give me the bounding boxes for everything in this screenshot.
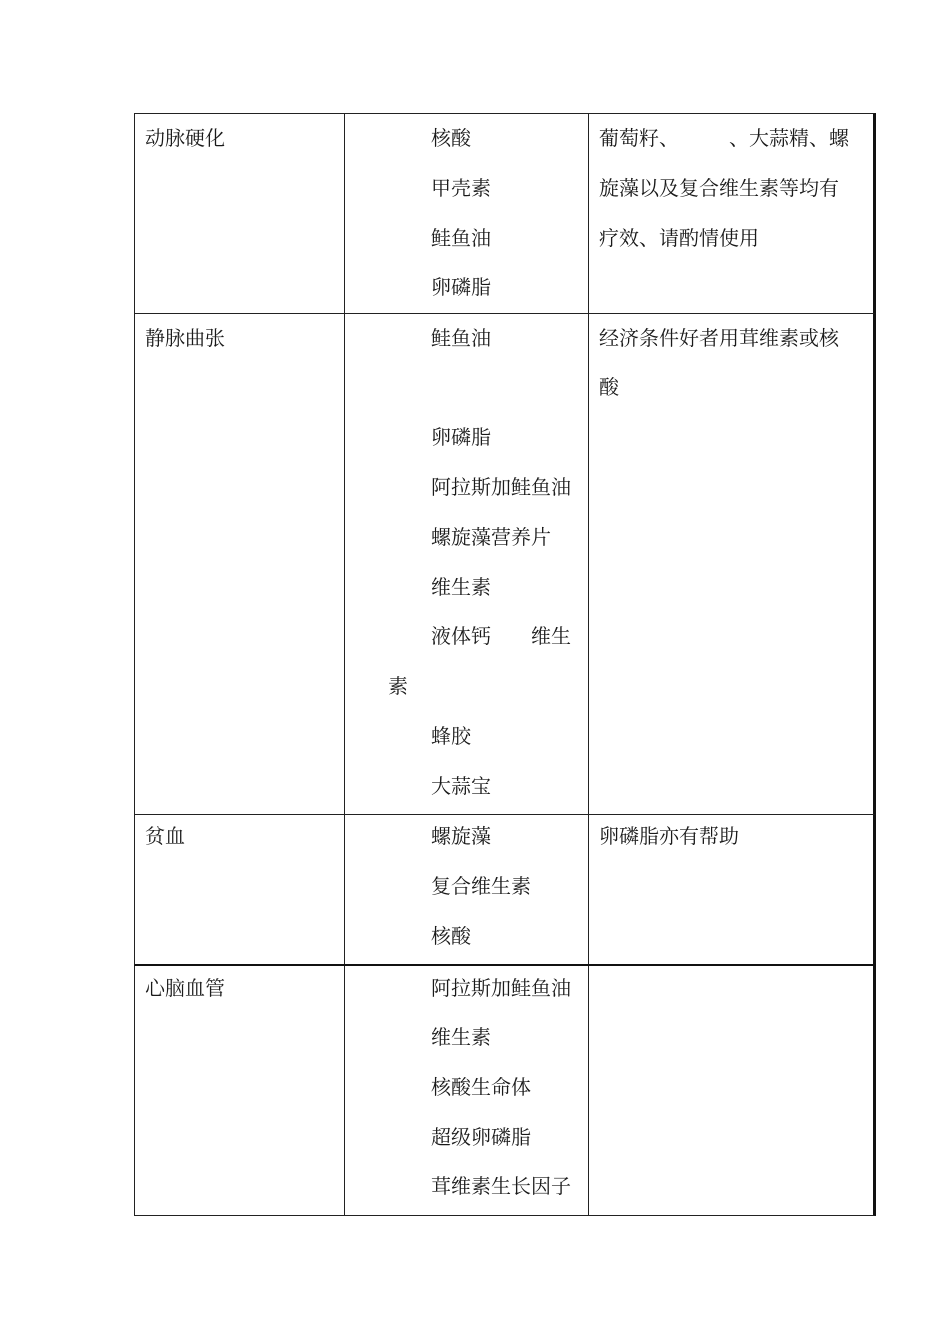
- condition-label: 动脉硬化: [145, 126, 225, 150]
- notes-cell: [589, 114, 873, 313]
- product-item: 液体钙 维生: [431, 624, 571, 648]
- products-cell: [345, 314, 589, 814]
- product-item: 鲑鱼油: [431, 226, 491, 250]
- table-row: [134, 966, 876, 1216]
- product-item: 卵磷脂: [431, 275, 491, 299]
- product-item: 核酸: [431, 126, 471, 150]
- product-item: 阿拉斯加鲑鱼油: [431, 475, 571, 499]
- note-line: 卵磷脂亦有帮助: [599, 824, 739, 848]
- condition-cell: [135, 314, 345, 814]
- products-cell: [345, 815, 589, 964]
- condition-cell: [135, 114, 345, 313]
- product-item: 甲壳素: [431, 176, 491, 200]
- product-item: 复合维生素: [431, 874, 531, 898]
- note-line: 疗效、请酌情使用: [599, 226, 759, 250]
- product-item: 维生素: [431, 575, 491, 599]
- condition-label: 静脉曲张: [145, 326, 225, 350]
- product-item: 维生素: [431, 1025, 491, 1049]
- note-line: 葡萄籽、 、大蒜精、螺: [599, 126, 849, 150]
- supplement-table: [134, 113, 876, 1216]
- products-cell: [345, 966, 589, 1215]
- product-item: 核酸生命体: [431, 1075, 531, 1099]
- product-item: 大蒜宝: [431, 774, 491, 798]
- product-item: 蜂胶: [431, 724, 471, 748]
- product-item: 茸维素生长因子: [431, 1174, 571, 1198]
- product-item: 素: [388, 674, 408, 698]
- product-item: 阿拉斯加鲑鱼油: [431, 976, 571, 1000]
- product-item: 超级卵磷脂: [431, 1125, 531, 1149]
- products-cell: [345, 114, 589, 313]
- note-line: 旋藻以及复合维生素等均有: [599, 176, 839, 200]
- product-item: 核酸: [431, 924, 471, 948]
- product-item: 卵磷脂: [431, 425, 491, 449]
- note-line: 经济条件好者用茸维素或核: [599, 326, 839, 350]
- notes-cell: [589, 314, 873, 814]
- notes-cell: [589, 966, 873, 1215]
- condition-label: 贫血: [145, 824, 185, 848]
- table-row: [134, 113, 876, 314]
- product-item: 鲑鱼油: [431, 326, 491, 350]
- product-item: 螺旋藻营养片: [431, 525, 551, 549]
- product-item: 螺旋藻: [431, 824, 491, 848]
- note-line: 酸: [599, 375, 619, 399]
- notes-cell: [589, 815, 873, 964]
- table-row: [134, 815, 876, 966]
- condition-cell: [135, 966, 345, 1215]
- table-row: [134, 314, 876, 815]
- condition-cell: [135, 815, 345, 964]
- condition-label: 心脑血管: [145, 976, 225, 1000]
